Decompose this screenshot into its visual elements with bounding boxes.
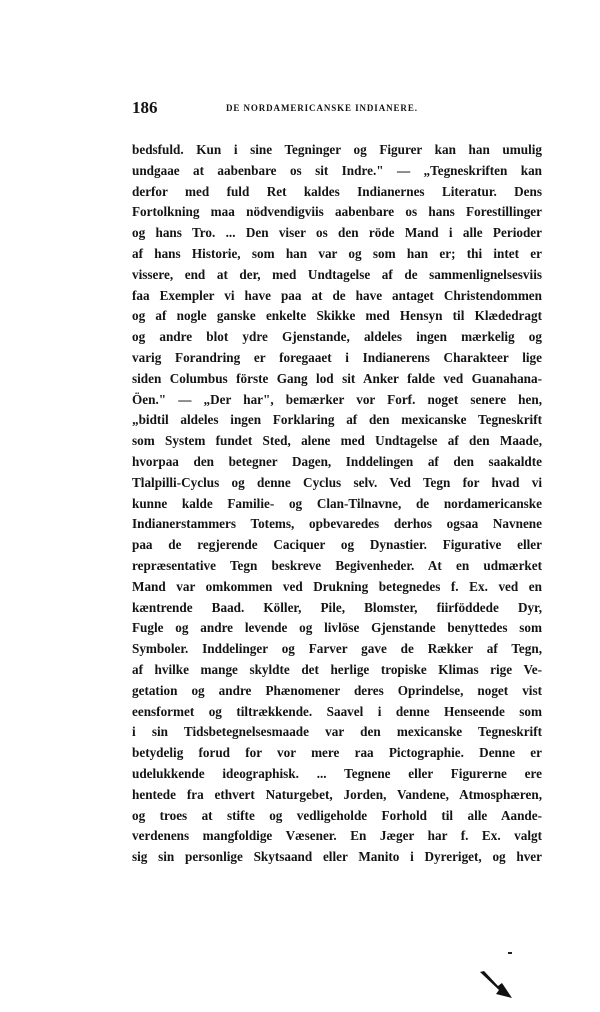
text-line: af hans Historie, som han var og som han er; thi intet er [132,245,542,261]
text-line: repræsentative Tegn beskreve Begivenheder. At en udmærket [132,557,542,573]
text-line: Fugle og andre levende og livlöse Gjenstande benyttedes som [132,620,542,636]
text-line: som System fundet Sted, alene med Undtagelse af den Maade, [132,433,542,449]
text-line: derfor med fuld Ret kaldes Indianernes Literatur. Dens [132,183,542,199]
text-line: verdenens mangfoldige Væsener. En Jæger har f. Ex. valgt [132,828,542,844]
scan-mark-dash [508,952,512,954]
text-line: siden Columbus förste Gang lod sit Anker falde ved Guanahana- [132,370,542,386]
body-text [132,140,542,868]
text-line: Symboler. Inddelinger og Farver gave de Rækker af Tegn, [132,641,542,657]
page-header [132,98,542,120]
text-line: eensformet og tiltrækkende. Saavel i denne Henseende som [132,703,542,719]
text-line: undgaae at aabenbare os sit Indre." — „Tegneskriften kan [132,162,542,178]
text-line: Indianerstammers Totems, opbevaredes derhos ogsaa Navnene [132,516,542,532]
text-line: faa Exempler vi have paa at de have antaget Christendommen [132,287,542,303]
text-line: af hvilke mange skyldte det herlige tropiske Klimas rige Ve- [132,661,542,677]
text-line: bedsfuld. Kun i sine Tegninger og Figurer kan han umulig [132,142,542,157]
text-line: i sin Tidsbetegnelsesmaade var den mexicanske Tegneskrift [132,724,542,740]
text-line: og hans Tro. ... Den viser os den röde Mand i alle Perioder [132,225,542,241]
text-line: hvorpaa den betegner Dagen, Inddelingen af den saakaldte [132,453,542,469]
text-line: og troes at stifte og vedligeholde Forhold til alle Aande- [132,807,542,823]
text-line: og andre blot ydre Gjenstande, aldeles ingen mærkelig og [132,329,542,345]
text-line: varig Forandring er foregaaet i Indianerens Charakteer lige [132,349,542,365]
text-line: „bidtil aldeles ingen Forklaring af den mexicanske Tegneskrift [132,412,542,428]
text-line: hentede fra ethvert Naturgebet, Jorden, Vandene, Atmosphæren, [132,786,542,802]
running-title: DE NORDAMERICANSKE INDIANERE. [226,103,418,113]
text-line: getation og andre Phænomener deres Oprindelse, noget vist [132,682,542,698]
text-line: sig sin personlige Skytsaand eller Manito i Dyreriget, og hver [132,849,542,865]
text-line: betydelig forud for vor mere raa Pictographie. Denne er [132,745,542,761]
text-line: Öen." — „Der har", bemærker vor Forf. noget senere hen, [132,391,542,407]
text-line: Tlalpilli-Cyclus og denne Cyclus selv. Ved Tegn for hvad vi [132,474,542,490]
scan-mark-arrow-icon [478,970,514,1000]
text-line: Fortolkning maa nödvendigviis aabenbare os hans Forestillinger [132,204,542,220]
text-line: paa de regjerende Caciquer og Dynastier. Figurative eller [132,537,542,553]
text-line: kæntrende Baad. Köller, Pile, Blomster, fiirföddede Dyr, [132,599,542,615]
text-line: kunne kalde Familie- og Clan-Tilnavne, de nordamericanske [132,495,542,511]
text-line: vissere, end at der, med Undtagelse af de sammenlignelsesviis [132,266,542,282]
page-number: 186 [132,98,158,117]
text-line: Mand var omkommen ved Drukning betegnedes f. Ex. ved en [132,578,542,594]
text-line: og af nogle ganske enkelte Skikke med Hensyn til Klædedragt [132,308,542,324]
text-line: udelukkende ideographisk. ... Tegnene eller Figurerne ere [132,765,542,781]
